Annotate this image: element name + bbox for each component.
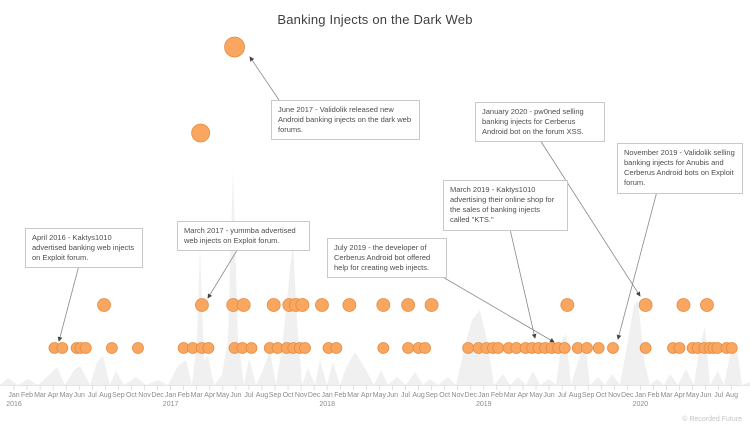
data-point[interactable] <box>195 299 208 312</box>
data-point[interactable] <box>203 343 214 354</box>
month-label: Jul <box>244 392 254 399</box>
month-label: May <box>216 392 230 399</box>
year-label: 2017 <box>162 401 179 408</box>
data-point[interactable] <box>106 343 117 354</box>
data-point[interactable] <box>561 299 574 312</box>
month-label: Oct <box>282 392 294 399</box>
data-point[interactable] <box>315 299 328 312</box>
month-label: Aug <box>725 392 738 399</box>
month-label: Mar <box>347 392 360 399</box>
month-label: Oct <box>439 392 451 399</box>
month-label: Oct <box>125 392 137 399</box>
data-point[interactable] <box>225 37 245 57</box>
month-label: Aug <box>412 392 425 399</box>
month-label: Apr <box>204 392 216 399</box>
data-point[interactable] <box>403 343 414 354</box>
annotation-arrow-2 <box>250 57 281 103</box>
month-label: Apr <box>674 392 685 399</box>
data-point[interactable] <box>700 299 713 312</box>
month-label: Jun <box>386 392 399 399</box>
data-point[interactable] <box>237 299 250 312</box>
month-label: Oct <box>595 392 607 399</box>
annotation-jan-2020: January 2020 - pw0ned selling banking injects for Cerberus Android bot on the forum XSS. <box>475 102 605 142</box>
data-point[interactable] <box>192 124 210 142</box>
data-point[interactable] <box>593 343 604 354</box>
data-point[interactable] <box>378 343 389 354</box>
year-label: 2018 <box>319 401 335 408</box>
month-label: May <box>685 392 700 399</box>
month-label: Apr <box>47 392 59 399</box>
month-label: Dec <box>307 392 321 399</box>
month-label: Apr <box>360 392 372 399</box>
chart-title: Banking Injects on the Dark Web <box>277 12 473 27</box>
data-point[interactable] <box>80 343 91 354</box>
month-label: Sep <box>112 392 125 399</box>
month-label: Dec <box>464 392 477 399</box>
data-point[interactable] <box>607 343 618 354</box>
month-label: Feb <box>647 392 660 399</box>
data-point[interactable] <box>581 343 592 354</box>
month-label: Nov <box>451 392 464 399</box>
month-label: Feb <box>21 392 34 399</box>
data-point[interactable] <box>463 343 474 354</box>
annotation-jun-2017: June 2017 - Validolik released new Android banking injects on the dark web forums. <box>271 100 420 140</box>
year-label: 2016 <box>6 401 22 408</box>
month-label: Jun <box>699 392 712 399</box>
month-label: Feb <box>490 392 503 399</box>
month-label: Jun <box>230 392 242 399</box>
data-point[interactable] <box>402 299 415 312</box>
month-label: May <box>372 392 386 399</box>
data-point[interactable] <box>639 299 652 312</box>
year-label: 2020 <box>632 401 649 408</box>
month-label: Nov <box>138 392 151 399</box>
data-point[interactable] <box>493 343 504 354</box>
month-label: Nov <box>608 392 621 399</box>
data-point[interactable] <box>246 343 257 354</box>
month-label: Jun <box>73 392 85 399</box>
annotation-jul-2019: July 2019 - the developer of Cerberus Android bot offered help for creating web injects. <box>327 238 447 278</box>
annotation-apr-2016: April 2016 - Kaktys1010 advertised banking web injects on Exploit forum. <box>25 228 143 268</box>
month-label: Aug <box>568 392 582 399</box>
month-label: Jul <box>714 392 724 399</box>
data-point[interactable] <box>425 299 438 312</box>
year-label: 2019 <box>476 401 492 408</box>
month-label: Nov <box>294 392 308 399</box>
data-point[interactable] <box>331 343 342 354</box>
annotation-arrow-3 <box>441 276 554 342</box>
month-label: Mar <box>503 392 516 399</box>
data-point[interactable] <box>57 343 68 354</box>
month-label: Jan <box>634 392 647 399</box>
month-label: Jul <box>557 392 567 399</box>
month-label: Jul <box>401 392 410 399</box>
month-label: Jan <box>321 392 333 399</box>
annotation-nov-2019: November 2019 - Validolik selling banking injects for Anubis and Cerberus Android bots on Exploit forum. <box>617 143 743 194</box>
annotation-mar-2017: March 2017 - yummba advertised web injects on Exploit forum. <box>177 221 310 251</box>
data-point[interactable] <box>267 299 280 312</box>
data-point[interactable] <box>420 343 431 354</box>
data-point[interactable] <box>726 343 737 354</box>
watermark: © Recorded Future <box>682 416 742 423</box>
month-label: Feb <box>334 392 347 399</box>
data-point[interactable] <box>343 299 356 312</box>
month-label: May <box>59 392 73 399</box>
data-point[interactable] <box>559 343 570 354</box>
month-label: Dec <box>621 392 634 399</box>
month-label: Feb <box>177 392 190 399</box>
month-label: Dec <box>151 392 164 399</box>
month-label: Mar <box>660 392 673 399</box>
annotation-mar-2019: March 2019 - Kaktys1010 advertising their online shop for the sales of banking injects called "KTS." <box>443 180 568 231</box>
month-label: Sep <box>581 392 595 399</box>
month-label: Aug <box>99 392 112 399</box>
annotation-arrow-4 <box>507 216 535 338</box>
data-point[interactable] <box>300 343 311 354</box>
month-label: Jan <box>164 392 177 399</box>
data-point[interactable] <box>640 343 651 354</box>
month-label: Jun <box>543 392 555 399</box>
month-label: Apr <box>517 392 529 399</box>
data-point[interactable] <box>674 343 685 354</box>
month-label: May <box>529 392 543 399</box>
data-point[interactable] <box>98 299 111 312</box>
data-point[interactable] <box>377 299 390 312</box>
data-point[interactable] <box>296 299 309 312</box>
month-label: Mar <box>190 392 203 399</box>
month-label: Jan <box>478 392 490 399</box>
data-point[interactable] <box>677 299 690 312</box>
month-label: Jul <box>87 392 97 399</box>
month-label: Sep <box>425 392 438 399</box>
data-point[interactable] <box>132 343 143 354</box>
month-label: Sep <box>268 392 282 399</box>
month-label: Aug <box>255 392 269 399</box>
month-label: Jan <box>8 392 20 399</box>
month-label: Mar <box>34 392 47 399</box>
